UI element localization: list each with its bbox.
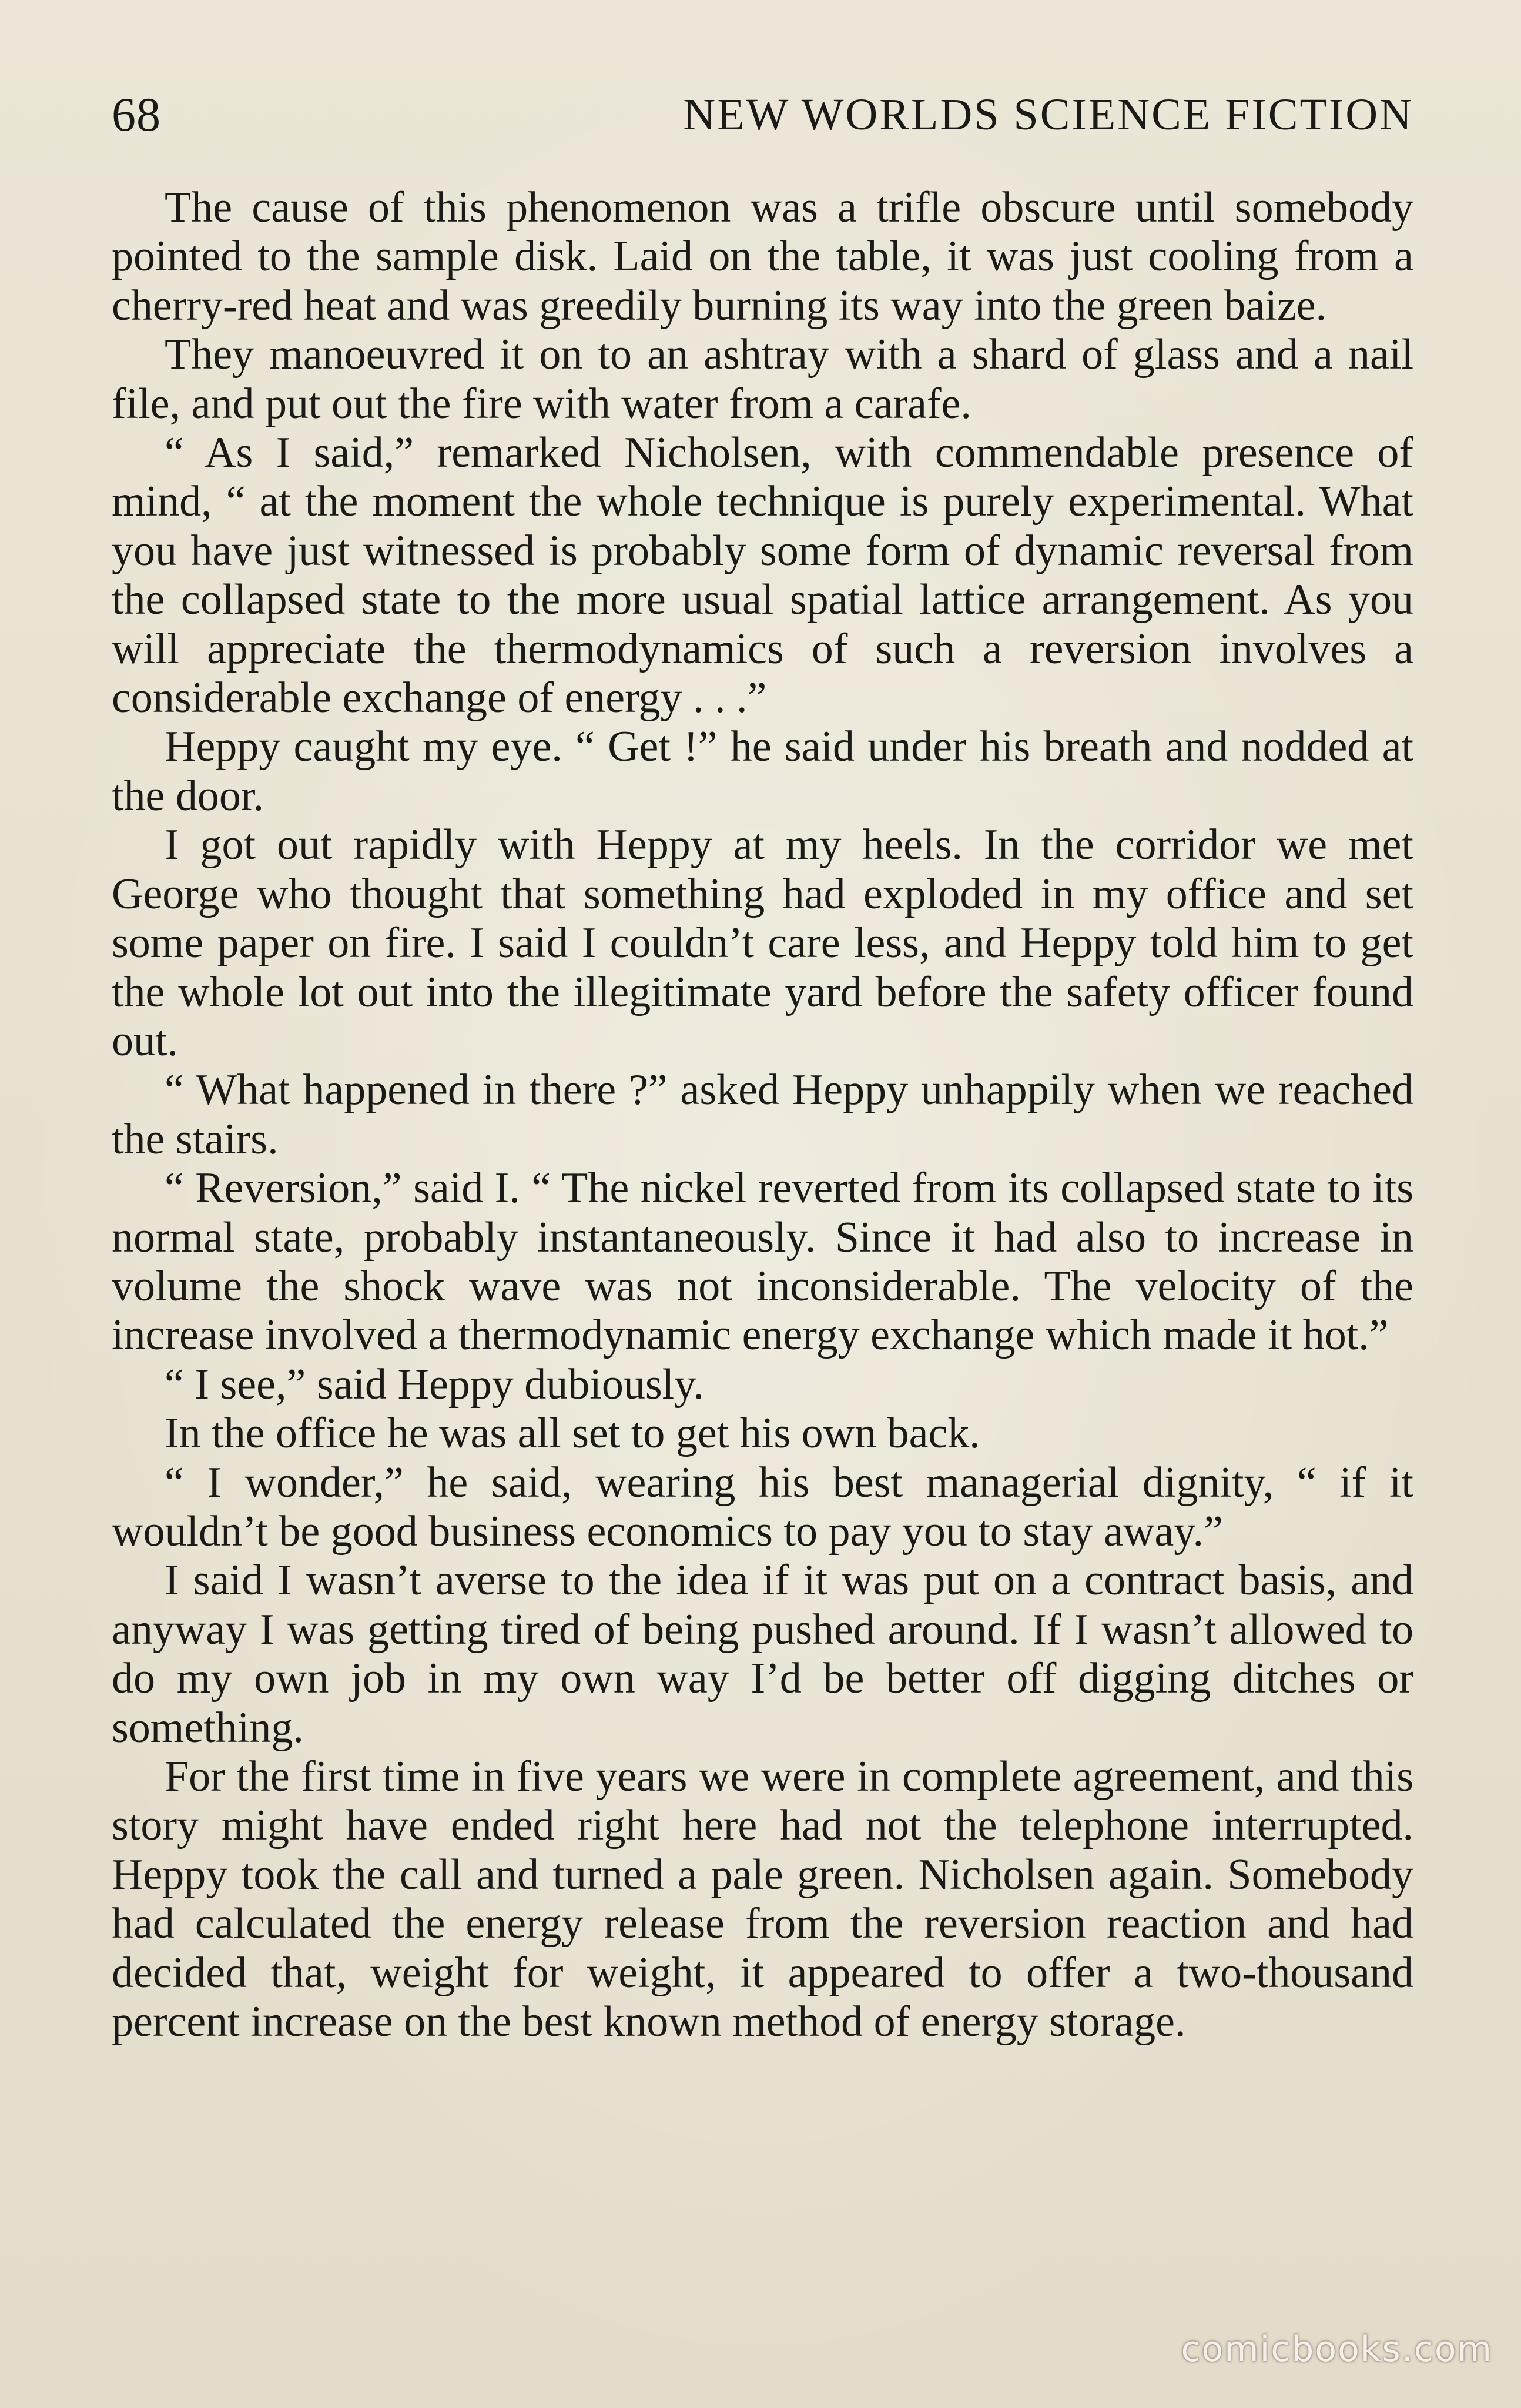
paragraph: They manoeuvred it on to an ashtray with a shard of glass and a nail file, and put out the fire with water from a carafe.	[112, 330, 1413, 428]
paragraph: For the first time in five years we were in complete agreement, and this story might have ended right here had not the telephone interrupted. Heppy took the call and turned a pale green. Nicholsen again. Somebody had calculated the energy release from the reversion reaction and had decided that, weight for weight, it appeared to offer a two-thousand percent increase on the best known method of energy storage.	[112, 1753, 1413, 2046]
page-number: 68	[112, 88, 161, 141]
paragraph: I got out rapidly with Heppy at my heels. In the corridor we met George who thought that something had exploded in my office and set some paper on fire. I said I couldn’t care less, and Heppy told him to get the whole lot out into the illegitimate yard before the safety officer found out.	[112, 821, 1413, 1065]
paragraph: In the office he was all set to get his own back.	[165, 1409, 980, 1458]
paragraph: “ I see,” said Heppy dubiously.	[165, 1360, 704, 1409]
paragraph: Heppy caught my eye. “ Get !” he said under his breath and nodded at the door.	[112, 723, 1413, 820]
page-header	[112, 82, 1413, 147]
paragraph: The cause of this phenomenon was a trifle obscure until somebody pointed to the sample disk. Laid on the table, it was just cooling from a cherry-red heat and was greedily burning its way into the green baize.	[112, 183, 1413, 330]
watermark: comicbooks.com	[1181, 2329, 1493, 2370]
story-text	[112, 183, 1413, 2046]
running-head: NEW WORLDS SCIENCE FICTION	[683, 90, 1413, 139]
paragraph: “ Reversion,” said I. “ The nickel reverted from its collapsed state to its normal state, probably instantaneously. Since it had also to increase in volume the shock wave was not inconsiderable. The velocity of the increase involved a thermodynamic energy exchange which made it hot.”	[112, 1164, 1413, 1360]
paragraph: “ What happened in there ?” asked Heppy unhappily when we reached the stairs.	[112, 1066, 1413, 1163]
paragraph: I said I wasn’t averse to the idea if it was put on a contract basis, and anyway I was getting tired of being pushed around. If I wasn’t allowed to do my own job in my own way I’d be better off digging ditches or something.	[112, 1556, 1413, 1752]
paragraph: “ As I said,” remarked Nicholsen, with commendable presence of mind, “ at the moment the whole technique is purely experimental. What you have just witnessed is probably some form of dynamic reversal from the collapsed state to the more usual spatial lattice arrangement. As you will appreciate the thermodynamics of such a reversion involves a considerable exchange of energy . . .”	[112, 429, 1413, 723]
paragraph: “ I wonder,” he said, wearing his best managerial dignity, “ if it wouldn’t be good business economics to pay you to stay away.”	[112, 1458, 1413, 1556]
